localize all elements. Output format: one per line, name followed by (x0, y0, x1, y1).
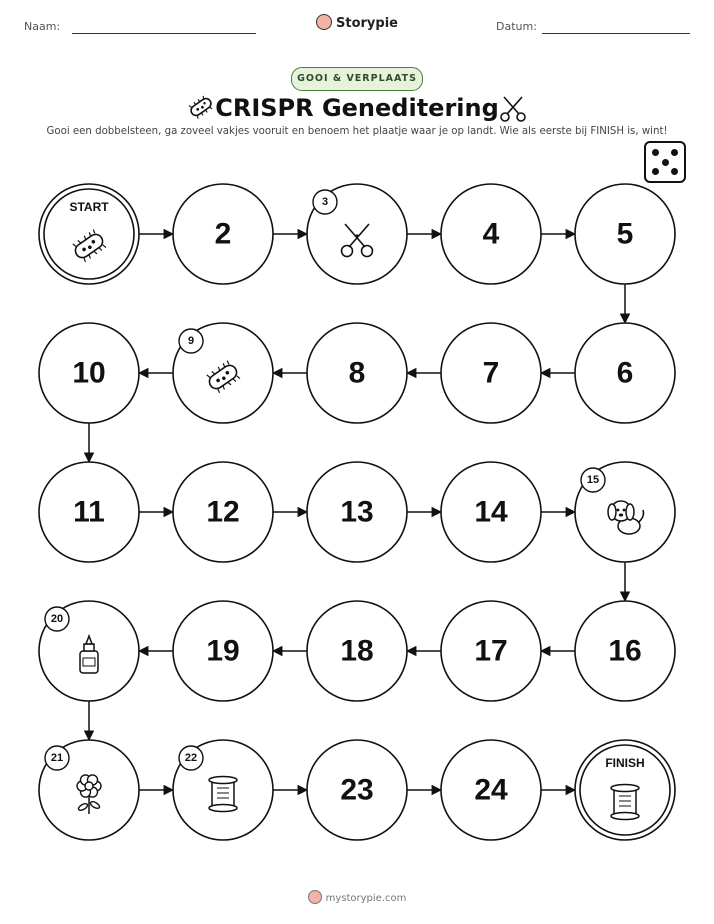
cell-number: 24 (474, 773, 508, 807)
board-cell-2 (173, 184, 273, 284)
board-cell-10 (39, 323, 139, 423)
board-cell-16 (575, 601, 675, 701)
cell-number: 12 (206, 495, 240, 529)
board-cell-5 (575, 184, 675, 284)
cell-number: 16 (608, 634, 642, 668)
svg-text:9: 9 (187, 335, 195, 347)
cell-number: 6 (616, 356, 634, 390)
cell-label: FINISH (605, 756, 645, 770)
board-cell-25 (575, 740, 675, 840)
page-title: CRISPR Geneditering (215, 94, 499, 122)
name-label: Naam: (24, 20, 61, 33)
cell-number: 7 (482, 356, 500, 390)
board-cell-6 (575, 323, 675, 423)
board-cell-12 (173, 462, 273, 562)
flower-icon (77, 775, 101, 814)
board-cell-24 (441, 740, 541, 840)
game-type-badge: GOOI & VERPLAATS (291, 67, 423, 91)
svg-text:3: 3 (321, 196, 329, 208)
board-cells (39, 184, 675, 840)
cell-number: 17 (474, 634, 508, 668)
board-cell-19 (173, 601, 273, 701)
storypie-logo-icon (308, 890, 322, 904)
footer-url[interactable]: mystorypie.com (325, 893, 407, 904)
board-cell-18 (307, 601, 407, 701)
board-cell-4 (441, 184, 541, 284)
cell-number: 19 (206, 634, 240, 668)
svg-text:21: 21 (50, 752, 64, 764)
scroll-icon (611, 785, 639, 820)
cell-number: 23 (340, 773, 374, 807)
cell-number: 13 (340, 495, 374, 529)
cell-number: 5 (616, 217, 634, 251)
board-cell-1 (39, 184, 139, 284)
cell-number: 18 (340, 634, 374, 668)
board-cell-14 (441, 462, 541, 562)
board-cell-13 (307, 462, 407, 562)
board-cell-11 (39, 462, 139, 562)
cell-number-badge (581, 468, 605, 492)
svg-text:20: 20 (50, 613, 64, 625)
board-cell-15 (575, 462, 675, 562)
date-label: Datum: (496, 20, 537, 33)
board-cell-7 (441, 323, 541, 423)
board-cell-3 (307, 184, 407, 284)
board-cell-23 (307, 740, 407, 840)
cell-number-badge (179, 329, 203, 353)
footer (0, 890, 714, 904)
board-cell-22 (173, 740, 273, 840)
cell-number: 2 (214, 217, 232, 251)
board-cell-20 (39, 601, 139, 701)
cell-number: 4 (482, 217, 500, 251)
scroll-icon (209, 777, 237, 812)
cell-number-badge (45, 607, 69, 631)
cell-label: START (69, 200, 109, 214)
svg-text:22: 22 (184, 752, 198, 764)
cell-number: 10 (72, 356, 106, 390)
cell-number: 8 (348, 356, 366, 390)
cell-number-badge (179, 746, 203, 770)
board-cell-9 (173, 323, 273, 423)
board-cell-17 (441, 601, 541, 701)
instructions: Gooi een dobbelsteen, ga zoveel vakjes vooruit en benoem het plaatje waar je op landt. Wie als eerste bij FINISH is, wint! (46, 126, 668, 137)
brand-name: Storypie (336, 16, 398, 31)
cell-number-badge (313, 190, 337, 214)
cell-number: 11 (73, 495, 105, 529)
svg-text:15: 15 (586, 474, 600, 486)
cell-number-badge (45, 746, 69, 770)
board-cell-21 (39, 740, 139, 840)
board-cell-8 (307, 323, 407, 423)
cell-number: 14 (474, 495, 508, 529)
